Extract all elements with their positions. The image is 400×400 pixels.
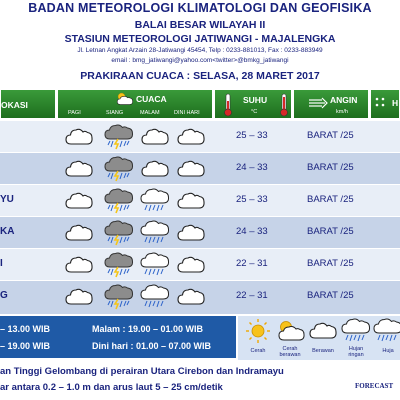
thermometer-icon xyxy=(223,93,233,117)
temperature-range: 22 – 31 xyxy=(236,290,268,301)
temperature-range: 22 – 31 xyxy=(236,258,268,269)
wind-arrow-icon xyxy=(308,97,328,109)
temperature-range: 24 – 33 xyxy=(236,162,268,173)
cloudy-icon xyxy=(140,124,170,150)
legend-label-rain: Huja xyxy=(382,348,394,354)
forecast-title: PRAKIRAAN CUACA : SELASA, 28 MARET 2017 xyxy=(80,70,320,82)
temperature-column-header xyxy=(214,89,292,119)
rain-icon xyxy=(140,252,170,278)
wind-value: BARAT /25 xyxy=(307,258,354,269)
wave-warning xyxy=(0,360,400,400)
partly-cloudy-icon xyxy=(275,318,305,344)
light-rain-icon xyxy=(341,318,371,344)
forecast-row xyxy=(0,281,400,314)
thunderstorm-icon xyxy=(104,252,134,278)
location-name: G xyxy=(0,290,8,301)
legend-label-sunny: Cerah xyxy=(250,348,266,354)
rain-icon xyxy=(140,220,170,246)
agency-title: BADAN METEOROLOGI KLIMATOLOGI DAN GEOFISIKA xyxy=(28,1,372,15)
temperature-unit: °C xyxy=(251,109,258,115)
location-header-label: OKASI xyxy=(1,100,28,110)
forecast-row xyxy=(0,121,400,152)
wind-header-label: ANGIN xyxy=(330,95,358,105)
time-periods-panel xyxy=(0,316,236,358)
thunderstorm-icon xyxy=(104,156,134,182)
cloudy-icon xyxy=(64,252,94,278)
weather-header-label: CUACA xyxy=(136,94,167,104)
legend-label-light-rain: Hujan ringan xyxy=(348,346,364,358)
station-address: Jl. Letnan Angkat Arzain 28-Jatiwangi 45454, Telp : 0233-881013, Fax : 0233-883949 xyxy=(77,47,323,54)
malam-header: MALAM xyxy=(140,110,160,116)
afternoon-period: – 19.00 WIB xyxy=(0,341,51,351)
wind-column-header xyxy=(293,89,369,119)
rain-icon xyxy=(140,284,170,310)
thunderstorm-icon xyxy=(104,220,134,246)
thunderstorm-icon xyxy=(104,284,134,310)
morning-period: – 13.00 WIB xyxy=(0,324,51,334)
cloudy-icon xyxy=(176,284,206,310)
forecast-row xyxy=(0,153,400,184)
forecaster-label: FORECAST xyxy=(355,382,394,390)
cloudy-icon xyxy=(140,156,170,182)
cloudy-icon xyxy=(176,188,206,214)
cloudy-icon xyxy=(64,188,94,214)
temperature-range: 25 – 33 xyxy=(236,194,268,205)
cloudy-icon xyxy=(176,156,206,182)
weather-column-header xyxy=(57,89,213,119)
sun-cloud-icon xyxy=(114,91,134,107)
thermometer-red-icon xyxy=(279,93,289,117)
location-name: I xyxy=(0,258,3,269)
cloudy-icon xyxy=(176,124,206,150)
wind-value: BARAT /25 xyxy=(307,194,354,205)
cloudy-icon xyxy=(64,156,94,182)
station-title: STASIUN METEOROLOGI JATIWANGI - MAJALENGKA xyxy=(64,33,336,45)
location-name: YU xyxy=(0,194,14,205)
temperature-range: 25 – 33 xyxy=(236,130,268,141)
cloudy-icon xyxy=(64,220,94,246)
temperature-header-label: SUHU xyxy=(243,95,268,105)
humidity-dots-icon xyxy=(374,96,388,110)
dini-hari-header: DINI HARI xyxy=(174,110,200,116)
wind-value: BARAT /25 xyxy=(307,130,354,141)
cloudy-icon xyxy=(176,220,206,246)
temperature-range: 24 – 33 xyxy=(236,226,268,237)
thunderstorm-icon xyxy=(104,124,134,150)
wind-unit: km/h xyxy=(336,109,348,115)
cloudy-icon xyxy=(64,284,94,310)
cloudy-icon xyxy=(308,318,338,344)
station-header xyxy=(0,0,400,64)
humidity-column-header xyxy=(370,89,400,119)
wind-value: BARAT /25 xyxy=(307,162,354,173)
forecast-row xyxy=(0,217,400,248)
location-name: KA xyxy=(0,226,15,237)
wind-value: BARAT /25 xyxy=(307,226,354,237)
warning-line-2: ar antara 0.2 – 1.0 m dan arus laut 5 – 25 cm/detik xyxy=(0,382,223,393)
humidity-header-label: H xyxy=(392,98,399,108)
legend-label-partly-cloudy: Cerah berawan xyxy=(279,346,301,358)
location-column-header xyxy=(0,89,56,119)
cloudy-icon xyxy=(64,124,94,150)
sunny-icon xyxy=(243,318,273,344)
cloudy-icon xyxy=(176,252,206,278)
forecast-row xyxy=(0,249,400,280)
legend-label-cloudy: Berawan xyxy=(312,348,334,354)
siang-header: SIANG xyxy=(106,110,124,116)
night-period: Dini hari : 01.00 – 07.00 WIB xyxy=(92,341,212,351)
evening-period: Malam : 19.00 – 01.00 WIB xyxy=(92,324,204,334)
forecast-row xyxy=(0,185,400,216)
wind-value: BARAT /25 xyxy=(307,290,354,301)
station-contact: email : bmg_jatiwangi@yahoo.com<twitter>@bmkg_jatiwangi xyxy=(111,57,289,64)
rain-icon xyxy=(140,188,170,214)
thunderstorm-icon xyxy=(104,188,134,214)
pagi-header: PAGI xyxy=(68,110,81,116)
region-title: BALAI BESAR WILAYAH II xyxy=(134,19,266,31)
warning-line-1: an Tinggi Gelombang di perairan Utara Cirebon dan Indramayu xyxy=(0,366,284,377)
moderate-rain-icon xyxy=(373,318,400,344)
